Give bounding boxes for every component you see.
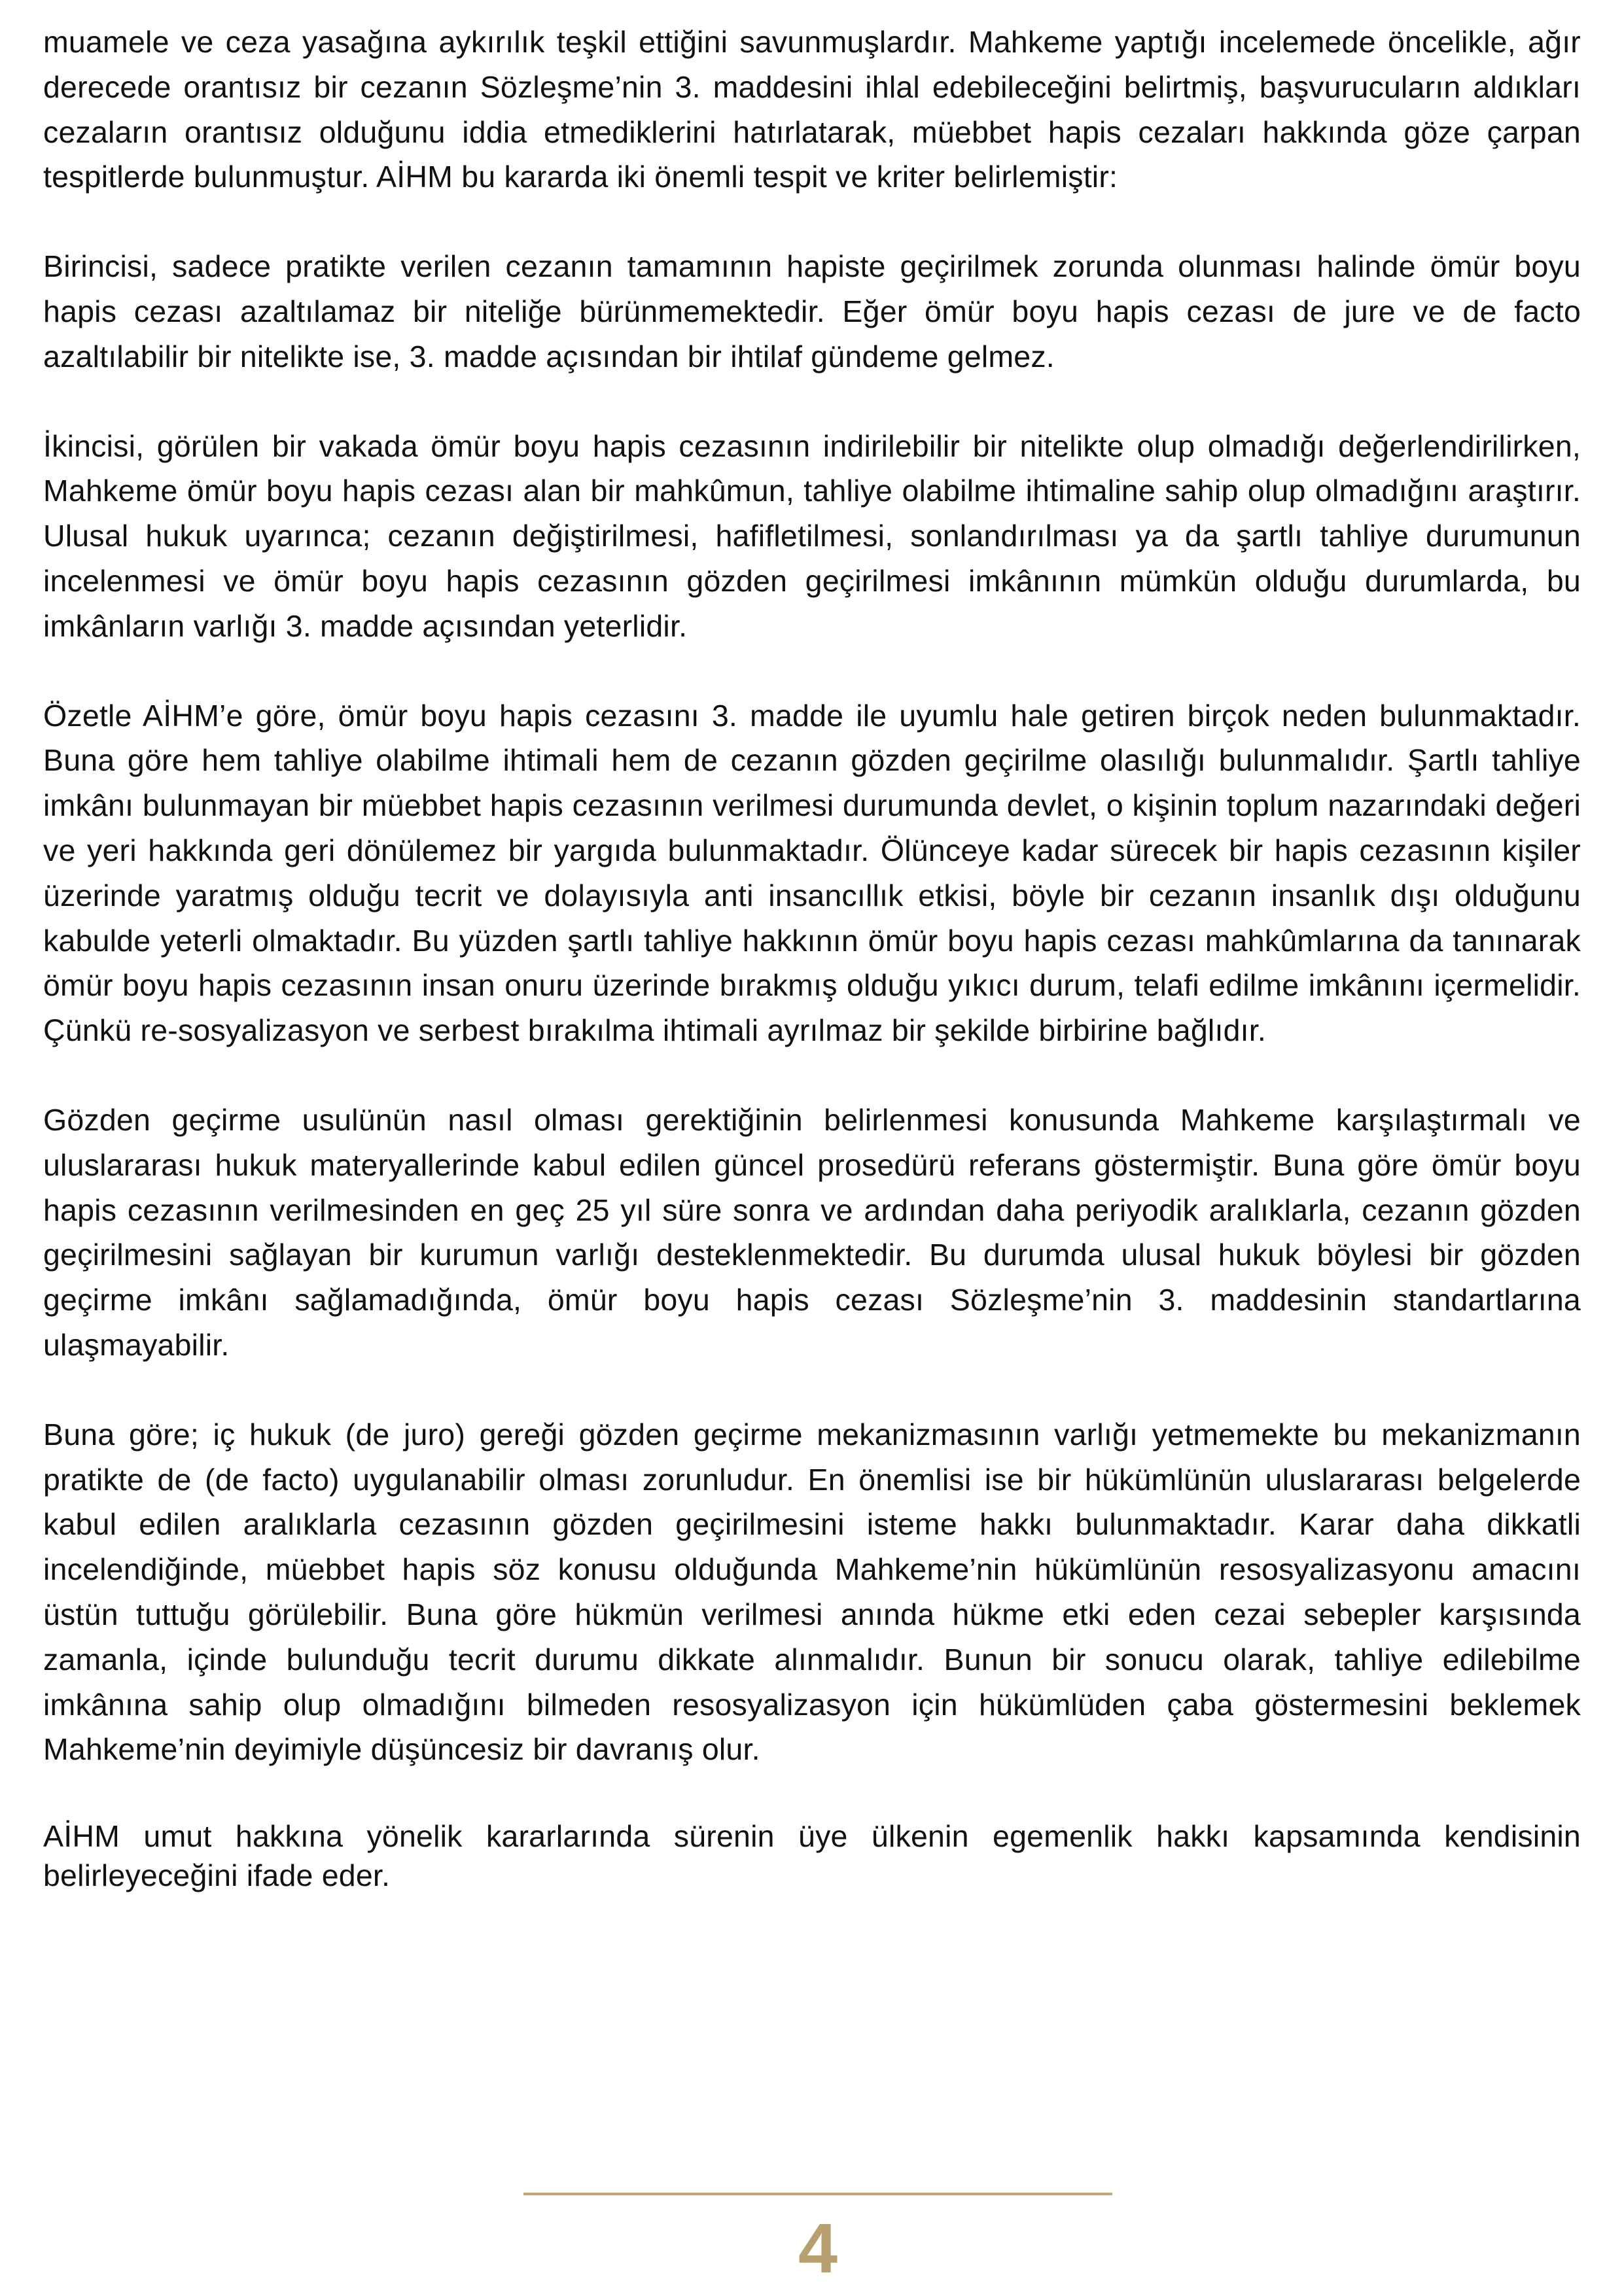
paragraph: AİHM umut hakkına yönelik kararlarında sürenin üye ülkenin egemenlik hakkı kapsamında kendisinin belirleyeceğini ifade eder. — [43, 1819, 1581, 1893]
paragraph: Birincisi, sadece pratikte verilen cezanın tamamının hapiste geçirilmek zorunda olunması halinde ömür boyu hapis cezası azaltılamaz bir niteliğe bürünmemektedir. Eğer ömür boyu hapis cezası de jure ve de facto azaltılabilir bir nitelikte ise, 3. madde açısından bir ihtilaf gündeme gelmez. — [43, 249, 1581, 374]
page-number: 4 — [798, 2208, 838, 2287]
paragraph: İkincisi, görülen bir vakada ömür boyu hapis cezasının indirilebilir bir nitelikte olup olmadığı değerlendirilirken, Mahkeme ömür boyu hapis cezası alan bir mahkûmun, tahliye olabilme ihtimaline sahip olup olmadığını araştırır. Ulusal hukuk uyarınca; cezanın değiştirilmesi, hafifletilmesi, sonlandırılması ya da şartlı tahliye durumunun incelenmesi ve ömür boyu hapis cezasının gözden geçirilmesi imkânının mümkün olduğu durumlarda, bu imkânların varlığı 3. madde açısından yeterlidir. — [43, 428, 1581, 643]
paragraph: Gözden geçirme usulünün nasıl olması gerektiğinin belirlenmesi konusunda Mahkeme karşılaştırmalı ve uluslararası hukuk materyallerinde kabul edilen güncel prosedürü referans göstermiştir. Buna göre ömür boyu hapis cezasının verilmesinden en geç 25 yıl süre sonra ve ardından daha periyodik aralıklarla, cezanın gözden geçirilmesini sağlayan bir kurumun varlığı desteklenmektedir. Bu durumda ulusal hukuk böylesi bir gözden geçirme imkânı sağlamadığında, ömür boyu hapis cezası Sözleşme’nin 3. maddesinin standartlarına ulaşmayabilir. — [43, 1102, 1581, 1362]
page-body — [43, 20, 1581, 1895]
paragraph: Buna göre; iç hukuk (de juro) gereği gözden geçirme mekanizmasının varlığı yetmemekte bu mekanizmanın pratikte de (de facto) uygulanabilir olması zorunludur. En önemlisi ise bir hükümlünün uluslararası belgelerde kabul edilen aralıklarla cezasının gözden geçirilmesini isteme hakkı bulunmaktadır. Karar daha dikkatli incelendiğinde, müebbet hapis söz konusu olduğunda Mahkeme’nin hükümlünün resosyalizasyonu amacını üstün tuttuğu görülebilir. Buna göre hükmün verilmesi anında hükme etki eden cezai sebepler karşısında zamanla, içinde bulunduğu tecrit durumu dikkate alınmalıdır. Bunun bir sonucu olarak, tahliye edilebilme imkânına sahip olup olmadığını bilmeden resosyalizasyon için hükümlüden çaba göstermesini beklemek Mahkeme’nin deyimiyle düşüncesiz bir davranış olur. — [43, 1417, 1581, 1767]
footer-divider — [523, 2193, 1112, 2195]
paragraph: muamele ve ceza yasağına aykırılık teşkil ettiğini savunmuşlardır. Mahkeme yaptığı incelemede öncelikle, ağır derecede orantısız bir cezanın Sözleşme’nin 3. maddesini ihlal edebileceğini belirtmiş, başvurucuların aldıkları cezaların orantısız olduğunu iddia etmediklerini hatırlatarak, müebbet hapis cezaları hakkında göze çarpan tespitlerde bulunmuştur. AİHM bu kararda iki önemli tespit ve kriter belirlemiştir: — [43, 25, 1581, 194]
paragraph: Özetle AİHM’e göre, ömür boyu hapis cezasını 3. madde ile uyumlu hale getiren birçok neden bulunmaktadır. Buna göre hem tahliye olabilme ihtimali hem de cezanın gözden geçirilme olasılığı bulunmalıdır. Şartlı tahliye imkânı bulunmayan bir müebbet hapis cezasının verilmesi durumunda devlet, o kişinin toplum nazarındaki değeri ve yeri hakkında geri dönülemez bir yargıda bulunmaktadır. Ölünceye kadar sürecek bir hapis cezasının kişiler üzerinde yaratmış olduğu tecrit ve dolayısıyla anti insancıllık etkisi, böyle bir cezanın insanlık dışı olduğunu kabulde yeterli olmaktadır. Bu yüzden şartlı tahliye hakkının ömür boyu hapis cezası mahkûmlarına da tanınarak ömür boyu hapis cezasının insan onuru üzerinde bırakmış olduğu yıkıcı durum, telafi edilme imkânını içermelidir. Çünkü re-sosyalizasyon ve serbest bırakılma ihtimali ayrılmaz bir şekilde birbirine bağlıdır. — [43, 698, 1581, 1048]
